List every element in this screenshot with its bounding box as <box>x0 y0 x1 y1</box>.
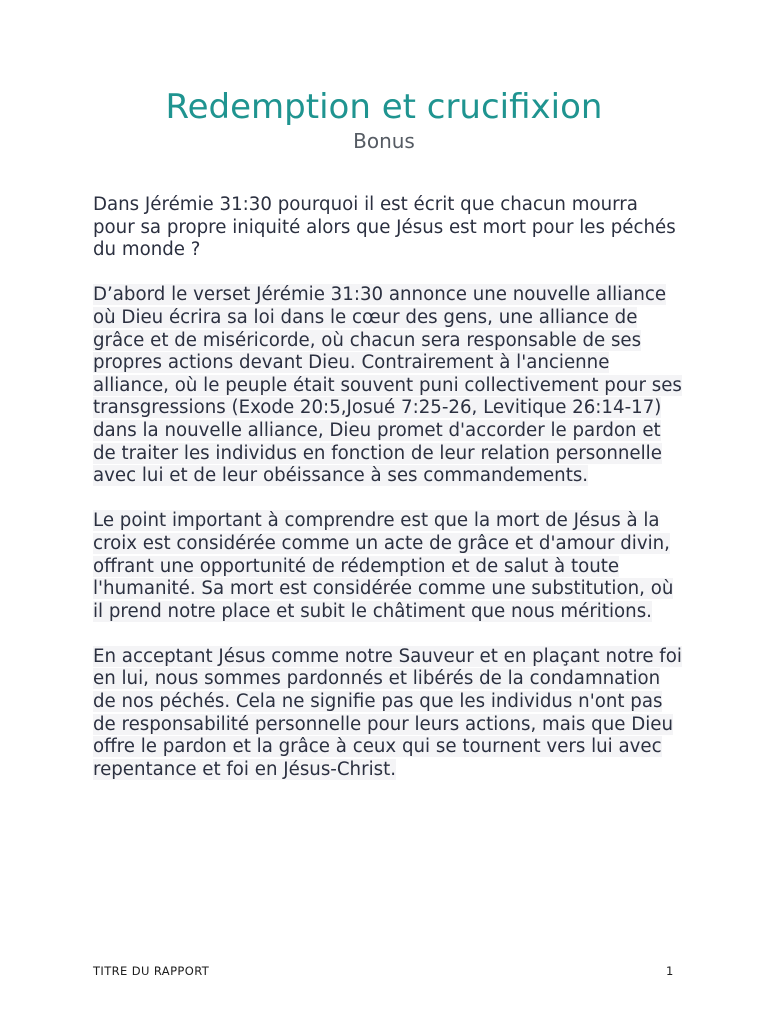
footer-page-number: 1 <box>666 964 674 978</box>
document-header <box>0 86 768 154</box>
paragraph-cross <box>93 510 683 623</box>
document-subtitle: Bonus <box>353 129 415 153</box>
paragraph-question <box>93 194 683 262</box>
paragraph-new-covenant-text: D’abord le verset Jérémie 31:30 annonce une nouvelle alliance où Dieu écrira sa loi dans le cœur des gens, une alliance de grâce et de miséricorde, où chacun sera responsable de ses propres actions devant Dieu. Contrairement à l'ancienne alliance, où le peuple était souvent puni collectivement pour ses transgressions (Exode 20:5,Josué 7:25-26, Levitique 26:14-17) dans la nouvelle alliance, Dieu promet d'accorder le pardon et de traiter les individus en fonction de leur relation personnelle avec lui et de leur obéissance à ses commandements. <box>93 284 682 487</box>
footer-report-title: TITRE DU RAPPORT <box>93 964 210 978</box>
document-title: Redemption et crucifixion <box>165 87 603 127</box>
paragraph-question-text: Dans Jérémie 31:30 pourquoi il est écrit que chacun mourra pour sa propre iniquité alors que Jésus est mort pour les péchés du monde ? <box>93 194 676 261</box>
paragraph-faith <box>93 646 683 782</box>
document-body <box>93 194 683 804</box>
paragraph-faith-text: En acceptant Jésus comme notre Sauveur et en plaçant notre foi en lui, nous sommes pardonnés et libérés de la condamnation de nos péchés. Cela ne signifie pas que les individus n'ont pas de responsabilité personnelle pour leurs actions, mais que Dieu offre le pardon et la grâce à ceux qui se tournent vers lui avec repentance et foi en Jésus-Christ. <box>93 645 682 780</box>
paragraph-new-covenant <box>93 284 683 487</box>
paragraph-cross-text: Le point important à comprendre est que la mort de Jésus à la croix est considérée comme un acte de grâce et d'amour divin, offrant une opportunité de rédemption et de salut à toute l'humanité. Sa mort est considérée comme une substitution, où il prend notre place et subit le châtiment que nous méritions. <box>93 510 674 622</box>
